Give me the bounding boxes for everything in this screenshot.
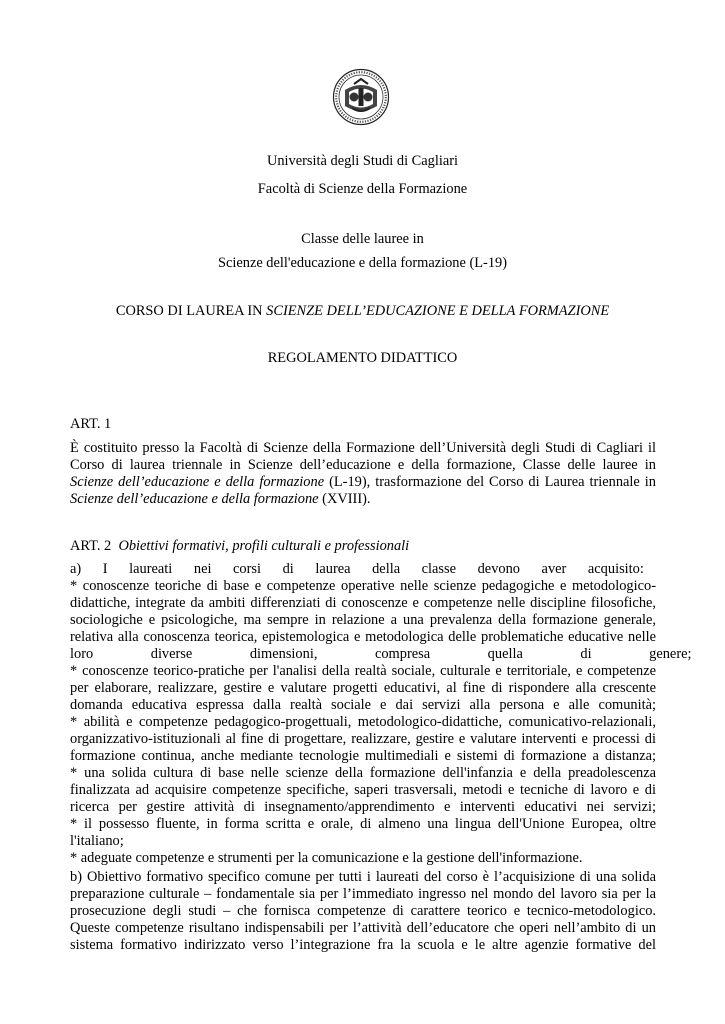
art1-line: Corso di laurea triennale in Scienze dell’educazione e della formazione, Classe delle lauree in	[70, 457, 656, 473]
art1-heading: ART. 1	[70, 416, 112, 432]
course-title-prefix: CORSO DI LAUREA IN	[115, 303, 267, 319]
art1-line4-italic: Scienze dell’educazione e della formazione	[70, 491, 319, 507]
art2-a-line: * conoscenze teoriche di base e competenze operative nelle scienze pedagogiche e metodologico-	[70, 578, 656, 594]
art2-b-line: sistema formativo indirizzato verso l’integrazione fra la scuola e le altre agenzie formative del	[70, 937, 656, 953]
art2-subtitle: Obiettivi formativi, profili culturali e professionali	[118, 538, 410, 554]
regulation-title: REGOLAMENTO DIDATTICO	[267, 350, 458, 366]
art2-paragraph-a	[70, 561, 692, 867]
course-title-name: SCIENZE DELL’EDUCAZIONE E DELLA FORMAZIONE	[266, 303, 610, 319]
class-line-2: Scienze dell'educazione e della formazione (L-19)	[217, 255, 508, 271]
art2-heading: ART. 2	[70, 538, 112, 554]
art2-a-line: a) I laureati nei corsi di laurea della classe devono aver acquisito:	[70, 561, 644, 577]
university-seal-icon	[332, 68, 390, 126]
art2-a-line: ricerca per gestire attività di insegnamento/apprendimento e interventi educativi nei servizi;	[70, 799, 656, 815]
art2-a-line: didattiche, integrate da ambiti differenziati di conoscenze e competenze nelle discipline filosofiche,	[70, 595, 656, 611]
art2-a-line: finalizzata ad acquisire competenze specifiche, saperi trasversali, metodi e tecniche di lavoro e di	[70, 782, 656, 798]
art1-line3-italic: Scienze dell’educazione e della formazione	[70, 474, 325, 490]
art2-a-line: domanda educativa espressa dalla realtà sociale e dai servizi alla persona e alle comunità;	[70, 697, 656, 713]
art2-a-line: organizzativo-istituzionali al fine di progettare, realizzare, gestire e valutare interventi e processi di	[70, 731, 656, 747]
art2-a-line: loro diverse dimensioni, compresa quella di genere;	[70, 646, 692, 662]
art2-a-line: * abilità e competenze pedagogico-progettuali, metodologico-didattiche, comunicativo-relazionali,	[70, 714, 656, 730]
art2-a-line: per elaborare, realizzare, gestire e valutare progetti educativi, al fine di rispondere alla crescente	[70, 680, 656, 696]
art2-b-line: b) Obiettivo formativo specifico comune per tutti i laureati del corso è l’acquisizione di una solida	[70, 869, 656, 885]
art1-line3-rest: (L-19), trasformazione del Corso di Laurea triennale in	[324, 474, 656, 490]
art2-a-line: sociologiche e psicologiche, ma sempre in relazione a una prevalenza della formazione generale,	[70, 612, 656, 628]
art2-a-line: relativa alla conoscenza teorica, epistemologica e metodologica delle problematiche educative nelle	[70, 629, 656, 645]
art2-a-line: l'italiano;	[70, 833, 124, 849]
art2-a-line: formazione continua, anche mediante tecnologie multimediali e sistemi di formazione a distanza;	[70, 748, 656, 764]
art2-b-line: Queste competenze risultano indispensabili per l’attività dell’educatore che operi nell’ambito di un	[70, 920, 656, 936]
art2-b-line: prosecuzione degli studi – che fornisca competenze di carattere teorico e tecnico-metodologico.	[70, 903, 656, 919]
university-name: Università degli Studi di Cagliari	[266, 153, 459, 169]
art2-a-line: * conoscenze teorico-pratiche per l'analisi della realtà sociale, culturale e territoriale, e competenze	[70, 663, 656, 679]
art1-line: È costituito presso la Facoltà di Scienze della Formazione dell’Università degli Studi di Cagliari il	[70, 440, 656, 456]
art2-a-line: * adeguate competenze e strumenti per la comunicazione e la gestione dell'informazione.	[70, 850, 583, 866]
art1-line4-rest: (XVIII).	[318, 491, 371, 507]
class-line-1: Classe delle lauree in	[301, 231, 424, 247]
art2-b-line: preparazione culturale – fondamentale sia per l’immediato ingresso nel mondo del lavoro sia per la	[70, 886, 656, 902]
course-title	[0, 303, 725, 320]
art1-line	[70, 474, 656, 491]
art2-a-line: * il possesso fluente, in forma scritta e orale, di almeno una lingua dell'Unione Europea, oltre	[70, 816, 656, 832]
art1-line	[70, 491, 656, 508]
art2-paragraph-b	[70, 869, 656, 954]
art2-a-line: * una solida cultura di base nelle scienze della formazione dell'infanzia e della preadolescenza	[70, 765, 656, 781]
faculty-name: Facoltà di Scienze della Formazione	[257, 181, 468, 197]
art1-paragraph	[70, 440, 656, 508]
art2-heading-row	[70, 538, 656, 555]
